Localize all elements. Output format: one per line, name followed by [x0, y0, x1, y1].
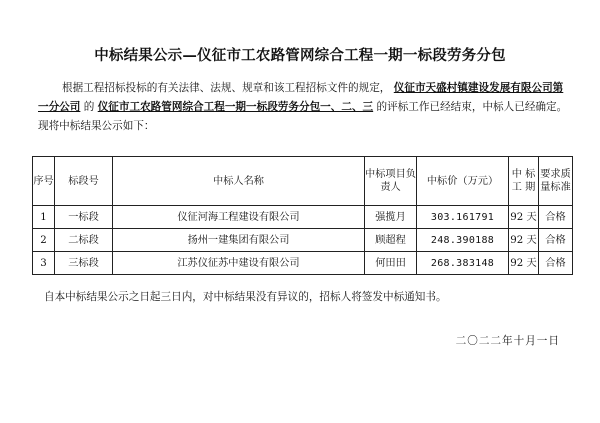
cell-price: 248.390188: [417, 229, 509, 252]
page-title: 中标结果公示—仪征市工农路管网综合工程一期一标段劳务分包: [94, 47, 506, 64]
cell-quality: 合格: [539, 229, 573, 252]
cell-period: 92 天: [509, 206, 539, 229]
cell-seq: 3: [33, 252, 55, 275]
cell-quality: 合格: [539, 252, 573, 275]
header-quality: 要求质量标准: [539, 157, 573, 206]
header-seq: 序号: [33, 157, 55, 206]
footer-notice: 自本中标结果公示之日起三日内，对中标结果没有异议的，招标人将签发中标通知书。: [44, 291, 447, 303]
intro-paragraph: [38, 79, 568, 136]
table-row: [33, 206, 573, 229]
cell-seq: 2: [33, 229, 55, 252]
cell-seq: 1: [33, 206, 55, 229]
cell-quality: 合格: [539, 206, 573, 229]
cell-section: 三标段: [55, 252, 113, 275]
table-row: [33, 229, 573, 252]
header-price: 中标价（万元）: [417, 157, 509, 206]
header-section: 标段号: [55, 157, 113, 206]
cell-winner: 仪征河海工程建设有限公司: [113, 206, 365, 229]
cell-winner: 江苏仪征苏中建设有限公司: [113, 252, 365, 275]
cell-period: 92 天: [509, 252, 539, 275]
table-row: [33, 252, 573, 275]
header-winner: 中标人名称: [113, 157, 365, 206]
publish-date: 二〇二二年十月一日: [455, 335, 560, 347]
cell-period: 92 天: [509, 229, 539, 252]
cell-winner: 扬州一建集团有限公司: [113, 229, 365, 252]
intro-connector: 的: [83, 101, 95, 113]
project-name: 仪征市工农路管网综合工程一期一标段劳务分包一、二、三: [97, 101, 374, 113]
cell-manager: 顾超程: [365, 229, 417, 252]
cell-price: 303.161791: [417, 206, 509, 229]
cell-price: 268.383148: [417, 252, 509, 275]
intro-prefix: 根据工程招标投标的有关法律、法规、规章和该工程招标文件的规定，: [62, 82, 391, 94]
cell-manager: 强揽月: [365, 206, 417, 229]
header-period: 中 标 工 期: [509, 157, 539, 206]
cell-section: 一标段: [55, 206, 113, 229]
result-table: [32, 156, 573, 275]
cell-section: 二标段: [55, 229, 113, 252]
table-header-row: [33, 157, 573, 206]
cell-manager: 何田田: [365, 252, 417, 275]
header-manager: 中标项目负责人: [365, 157, 417, 206]
tenderer-name: 仪征市天盛村镇建设发展有限公司第一分公司: [38, 82, 564, 113]
intro-suffix: 的评标工作已经结束，中标人已经确定。现将中标结果公示如下：: [38, 101, 568, 132]
